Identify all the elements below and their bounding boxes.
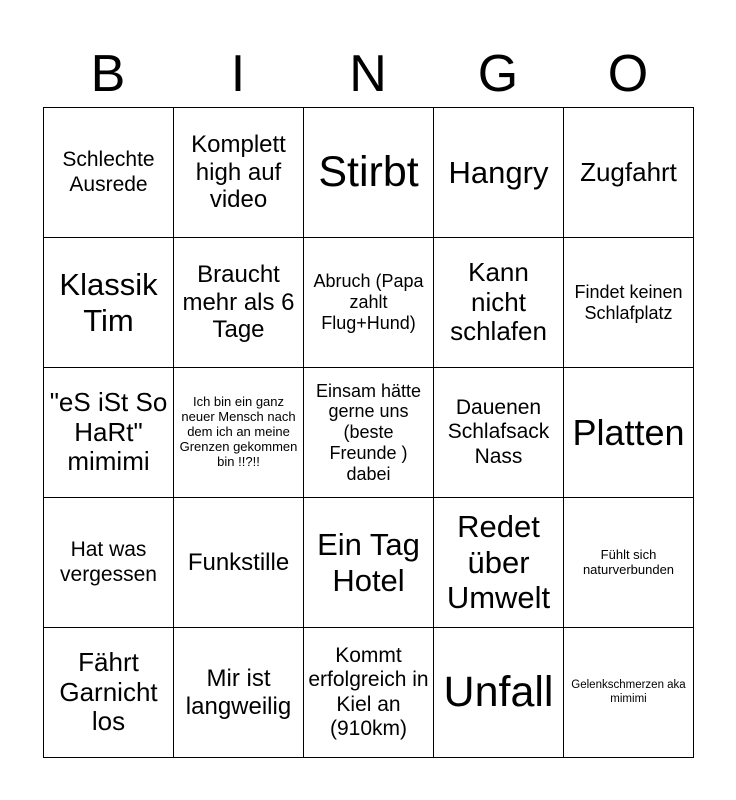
header-letter-o: O [607,45,649,103]
bingo-cell[interactable]: Abruch (Papa zahlt Flug+Hund) [304,238,434,368]
bingo-header [43,40,693,108]
bingo-cell[interactable]: Kann nicht schlafen [434,238,564,368]
bingo-cell[interactable]: Komplett high auf video [174,108,304,238]
bingo-cell[interactable]: Klassik Tim [44,238,174,368]
bingo-cell[interactable]: Ich bin ein ganz neuer Mensch nach dem ich an meine Grenzen gekommen bin !!?!! [174,368,304,498]
bingo-cell[interactable]: Gelenkschmerzen aka mimimi [564,628,694,758]
board-row [44,368,694,498]
bingo-board [43,107,694,758]
bingo-cell[interactable]: Zugfahrt [564,108,694,238]
header-letter-n: N [349,45,387,103]
bingo-cell[interactable]: Dauenen Schlafsack Nass [434,368,564,498]
board-row [44,628,694,758]
bingo-cell[interactable]: Fährt Garnicht los [44,628,174,758]
bingo-cell[interactable]: Fühlt sich naturverbunden [564,498,694,628]
header-letter-i: I [230,45,246,103]
bingo-cell[interactable]: Findet keinen Schlafplatz [564,238,694,368]
bingo-cell[interactable]: "eS iSt So HaRt" mimimi [44,368,174,498]
bingo-cell[interactable]: Einsam hätte gerne uns (beste Freunde ) dabei [304,368,434,498]
board-row [44,498,694,628]
bingo-cell[interactable]: Stirbt [304,108,434,238]
bingo-cell[interactable]: Braucht mehr als 6 Tage [174,238,304,368]
bingo-cell[interactable]: Ein Tag Hotel [304,498,434,628]
bingo-cell[interactable]: Funkstille [174,498,304,628]
board-row [44,238,694,368]
bingo-cell[interactable]: Schlechte Ausrede [44,108,174,238]
header-letter-b: B [90,45,126,103]
bingo-cell[interactable]: Kommt erfolgreich in Kiel an (910km) [304,628,434,758]
bingo-cell[interactable]: Redet über Umwelt [434,498,564,628]
bingo-cell[interactable]: Hangry [434,108,564,238]
bingo-cell[interactable]: Hat was vergessen [44,498,174,628]
bingo-cell[interactable]: Mir ist langweilig [174,628,304,758]
board-row [44,108,694,238]
bingo-cell[interactable]: Platten [564,368,694,498]
header-letter-g: G [477,45,519,103]
bingo-cell[interactable]: Unfall [434,628,564,758]
